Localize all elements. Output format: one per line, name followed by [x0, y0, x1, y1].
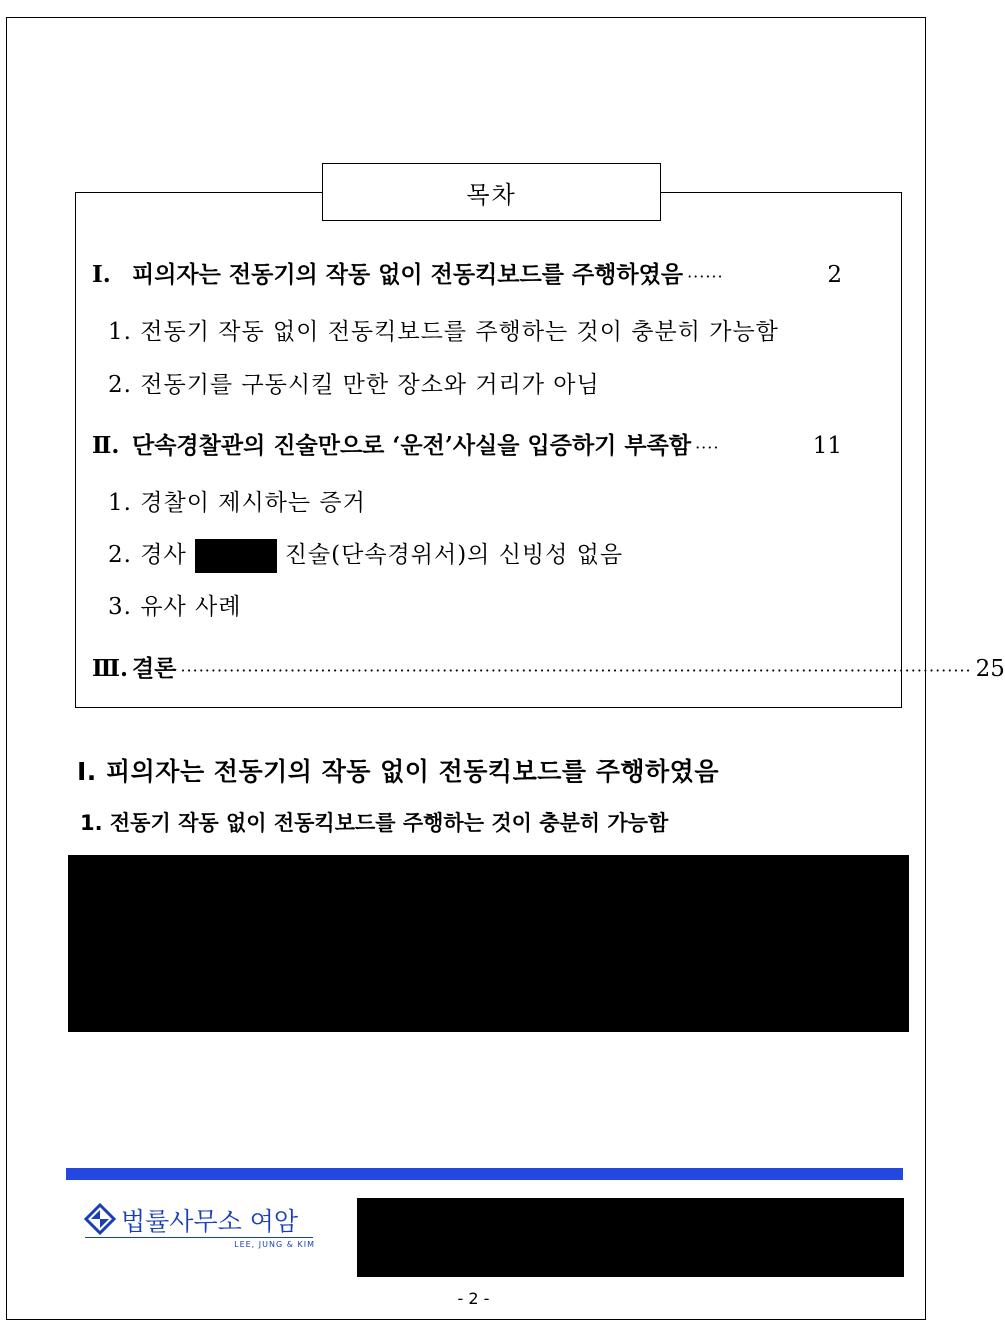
redacted-content-block [68, 855, 909, 1032]
toc-title: 목차 [322, 163, 661, 221]
toc-entry-1-dots: ······ [687, 267, 724, 286]
toc-subentry-2-1: 1. 경찰이 제시하는 증거 [108, 490, 366, 516]
toc-subentry-1-1: 1. 전동기 작동 없이 전동킥보드를 주행하는 것이 충분히 가능함 [108, 319, 779, 345]
toc-entry-3-page: 25 [975, 656, 1005, 682]
law-firm-logo [85, 1202, 315, 1252]
logo-underline [85, 1237, 313, 1238]
toc-subentry-1-2: 2. 전동기를 구동시킬 만한 장소와 거리가 아님 [108, 372, 600, 398]
toc-entry-2-title: 단속경찰관의 진술만으로 ‘운전’사실을 입증하기 부족함 [132, 432, 692, 459]
toc-subentry-2-2-label: 2. 경사 [108, 542, 187, 568]
toc-entry-1-page: 2 [827, 262, 842, 288]
toc-entry-3-numeral: Ⅲ. [92, 655, 129, 682]
toc-entry-3-title: 결론 [132, 655, 177, 682]
page-number: - 2 - [457, 1289, 490, 1308]
subsection-heading: 1. 전동기 작동 없이 전동킥보드를 주행하는 것이 충분히 가능함 [80, 811, 669, 835]
footer-accent-bar [66, 1168, 903, 1180]
footer-redaction [357, 1198, 904, 1277]
firm-logo-icon [85, 1204, 115, 1234]
toc-entry-1-numeral: Ⅰ. [92, 261, 111, 288]
toc-entry-2-numeral: Ⅱ. [92, 432, 120, 459]
toc-entry-1-title: 피의자는 전동기의 작동 없이 전동킥보드를 주행하였음 [132, 261, 684, 288]
toc-entry-1 [92, 256, 842, 289]
toc-entry-3-dots: ·································································································································· [180, 661, 972, 680]
firm-subtitle: LEE, JUNG & KIM [234, 1240, 315, 1249]
redaction-bar [195, 539, 277, 573]
toc-entry-3 [92, 650, 1005, 683]
firm-name: 법률사무소 여암 [121, 1207, 298, 1236]
section-heading: Ⅰ. 피의자는 전동기의 작동 없이 전동킥보드를 주행하였음 [77, 757, 719, 786]
toc-entry-2 [92, 427, 842, 460]
toc-entry-2-dots: ···· [695, 438, 720, 457]
toc-entry-2-page: 11 [812, 433, 842, 459]
toc-subentry-2-2-suffix: 진술(단속경위서)의 신빙성 없음 [284, 542, 624, 568]
toc-subentry-2-3: 3. 유사 사례 [108, 594, 242, 620]
toc-subentry-2-2 [108, 536, 623, 573]
